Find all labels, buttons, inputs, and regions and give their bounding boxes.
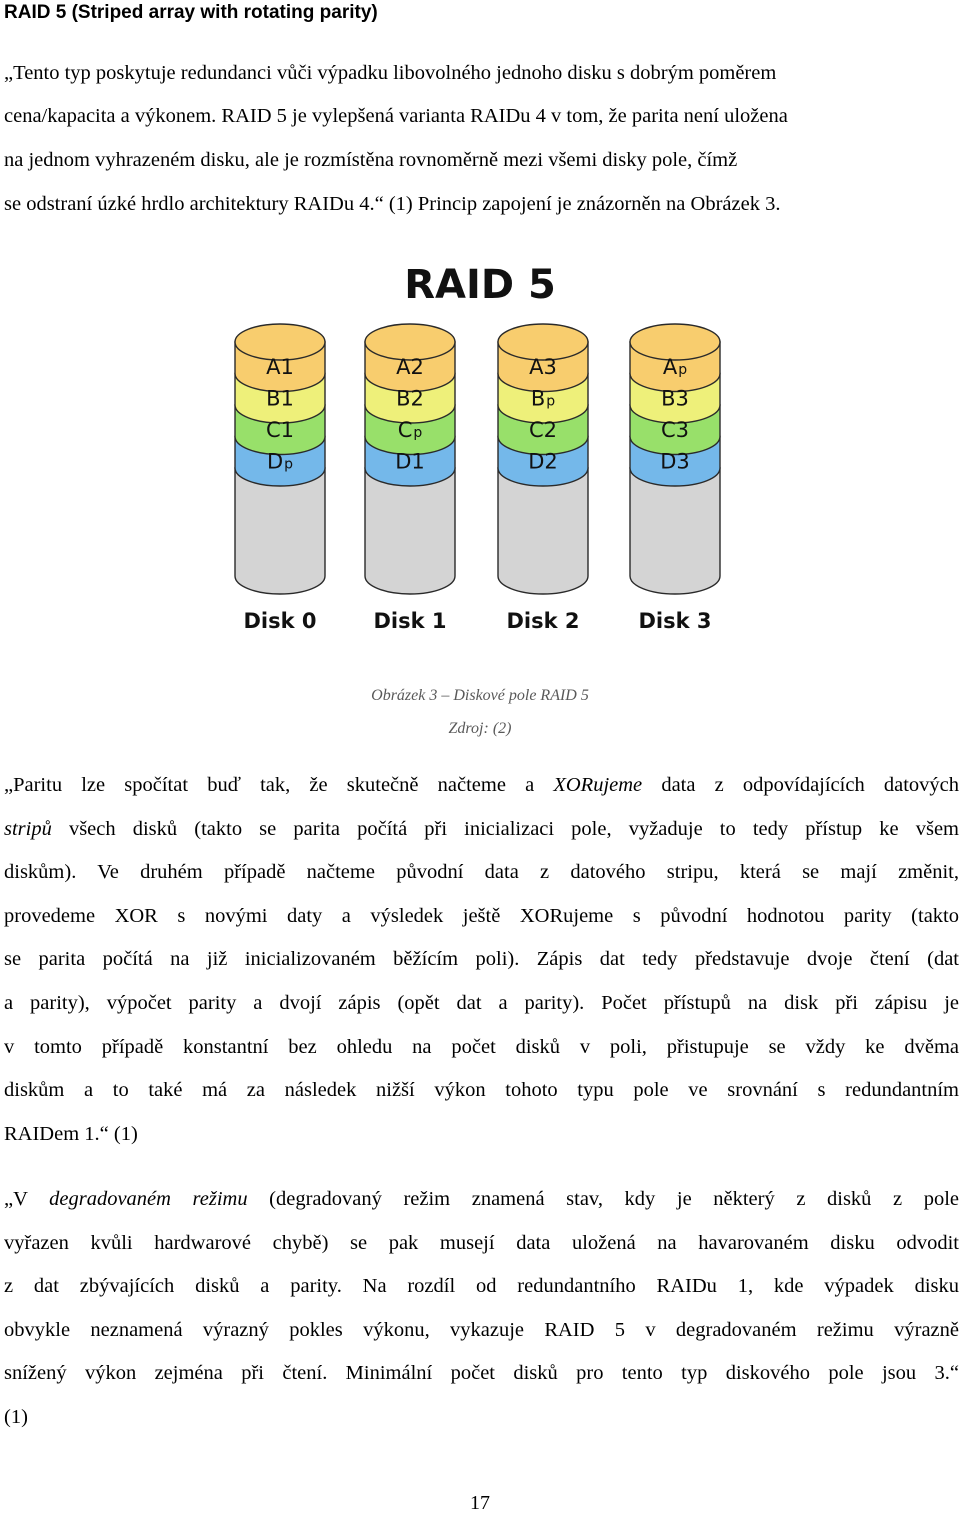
disk-0-block-3-sub: p (284, 456, 294, 473)
disk-1 (365, 324, 455, 633)
paragraph3-line-2-seg-0: z dat zbývajících disků a parity. Na rozdíl od redundantního RAIDu 1, kde výpadek disku (4, 1275, 959, 1298)
disk-0-block-2-main: C1 (265, 417, 295, 442)
disk-3-block-2-label (661, 418, 689, 442)
disk-2-block-2-label (529, 418, 557, 442)
paragraph1-line-1: cena/kapacita a výkonem. RAID 5 je vylepšená varianta RAIDu 4 v tom, že parita není uložena (4, 105, 788, 127)
disk-0-block-1-main: B1 (266, 386, 294, 411)
disk-1-body (365, 468, 455, 594)
paragraph3-line-5 (4, 1406, 28, 1429)
paragraph3-line-0-seg-2: (degradovaný režim znamená stav, kdy je některý z disků z pole (247, 1188, 959, 1210)
paragraph2-line-1-seg-0: stripů (4, 817, 52, 840)
paragraph2-line-7-seg-0: diskům a to také má za následek nižší výkon tohoto typu pole ve srovnání s redundantním (4, 1079, 959, 1102)
disk-2 (498, 324, 588, 633)
disk-2-block-3-main: D2 (528, 449, 558, 474)
paragraph2-line-6 (4, 1036, 959, 1059)
paragraph2-line-0-seg-2: data z odpovídajících datových (642, 774, 959, 796)
disk-1-label: Disk 1 (373, 609, 447, 633)
paragraph2-line-7 (4, 1079, 959, 1102)
disk-3-label: Disk 3 (638, 609, 712, 633)
paragraph2-line-1 (4, 818, 959, 841)
disk-2-block-3-label (528, 449, 558, 473)
disk-1-block-3-label (395, 449, 425, 473)
paragraph2-line-8-seg-0: RAIDem 1.“ (1) (4, 1122, 138, 1145)
paragraph3-line-2 (4, 1275, 959, 1298)
paragraph2-line-0 (4, 774, 959, 797)
disk-1-block-0-label (396, 355, 424, 379)
paragraph2-line-4 (4, 948, 959, 971)
disk-3 (630, 324, 720, 633)
disk-1-block-2-sub: p (413, 424, 423, 441)
paragraph1-line-2: na jednom vyhrazeném disku, ale je rozmístěna rovnoměrně mezi všemi disky pole, čímž (4, 149, 738, 171)
disk-2-block-0-main: A3 (529, 354, 557, 379)
figure-caption: Obrázek 3 – Diskové pole RAID 5 (371, 687, 589, 704)
paragraph3-line-5-seg-0: (1) (4, 1406, 28, 1428)
disk-3-body (630, 468, 720, 594)
disk-1-block-3-main: D1 (395, 449, 425, 474)
paragraph2-line-2 (4, 861, 959, 884)
disk-0-body (235, 468, 325, 594)
paragraph2-line-8 (4, 1123, 138, 1146)
paragraph3-line-0 (4, 1188, 959, 1211)
disk-3-block-1-label (661, 386, 689, 410)
paragraph2-line-6-seg-0: v tomto případě konstantní bez ohledu na počet disků v poli, přistupuje se vždy ke dvěma (4, 1035, 959, 1058)
paragraph2-line-3-seg-0: provedeme XOR s novými daty a výsledek ještě XORujeme s původní hodnotou parity (takto (4, 904, 959, 927)
paragraph1-line-0: „Tento typ poskytuje redundanci vůči výpadku libovolného jednoho disku s dobrým poměrem (4, 62, 777, 84)
figure-title: RAID 5 (404, 262, 556, 308)
paragraph3-line-4-seg-0: snížený výkon zejména při čtení. Minimální počet disků pro tento typ diskového pole jsou 3.“ (4, 1362, 959, 1385)
disk-0-block-3-main: D (266, 449, 284, 474)
disk-3-block-0-main: A (662, 354, 678, 379)
paragraph2-line-0-seg-0: „Paritu lze spočítat buď tak, že skutečně načteme a (4, 774, 554, 796)
disk-1-block-2-main: C (397, 417, 413, 442)
raid5-figure (0, 250, 960, 650)
paragraph2-line-4-seg-0: se parita počítá na již inicializovaném běžícím poli). Zápis dat tedy představuje dvoje čtení (dat (4, 948, 959, 971)
paragraph3-line-3-seg-0: obvykle neznamená výrazný pokles výkonu, vykazuje RAID 5 v degradovaném režimu výrazně (4, 1318, 959, 1341)
paragraph1-line-3: se odstraní úzké hrdlo architektury RAIDu 4.“ (1) Princip zapojení je znázorněn na Obrázek 3. (4, 193, 781, 215)
paragraph3-line-4 (4, 1362, 959, 1385)
disk-3-block-0-sub: p (678, 361, 688, 378)
paragraph2-line-5 (4, 992, 959, 1015)
section-heading: RAID 5 (Striped array with rotating parity) (4, 2, 378, 23)
disk-2-block-2-main: C2 (528, 417, 558, 442)
paragraph3-line-3 (4, 1319, 959, 1342)
disk-3-block-3-label (660, 449, 690, 473)
paragraph2-line-5-seg-0: a parity), výpočet parity a dvojí zápis (opět dat a parity). Počet přístupů na disk při zápisu je (4, 992, 959, 1014)
disk-3-block-1-main: B3 (661, 386, 689, 411)
paragraph2-line-1-seg-1: všech disků (takto se parita počítá při inicializaci pole, vyžaduje to tedy přístup ke všem (51, 817, 959, 840)
disk-1-block-0-main: A2 (396, 354, 424, 379)
disk-1-block-1-label (396, 386, 424, 410)
disk-0-block-2-label (266, 418, 294, 442)
page-number: 17 (470, 1492, 490, 1514)
figure-source: Zdroj: (2) (448, 720, 512, 737)
disk-2-label: Disk 2 (506, 609, 580, 633)
paragraph3-line-0-seg-1: degradovaném režimu (49, 1188, 248, 1210)
paragraph2-line-3 (4, 905, 959, 928)
disk-2-block-0-label (529, 355, 557, 379)
paragraph2-line-0-seg-1: XORujeme (553, 774, 643, 796)
paragraph2-line-2-seg-0: diskům). Ve druhém případě načteme původní data z datového stripu, která se mají změnit, (4, 861, 959, 884)
disk-0 (235, 324, 325, 633)
paragraph3-line-0-seg-0: „V (4, 1188, 50, 1210)
disk-0-block-0-label (266, 355, 294, 379)
paragraph3-line-1 (4, 1232, 959, 1255)
disk-2-block-1-main: B (530, 386, 546, 411)
disk-0-block-0-main: A1 (266, 354, 294, 379)
disk-1-block-1-main: B2 (396, 386, 424, 411)
disk-2-body (498, 468, 588, 594)
paragraph3-line-1-seg-0: vyřazen kvůli hardwarové chybě) se pak musejí data uložená na havarovaném disku odvodit (4, 1231, 959, 1254)
disk-0-block-1-label (266, 386, 294, 410)
disk-3-block-3-main: D3 (660, 449, 690, 474)
disk-0-label: Disk 0 (243, 609, 317, 633)
disk-3-block-2-main: C3 (660, 417, 690, 442)
disk-2-block-1-sub: p (546, 393, 556, 410)
disk-array (235, 324, 720, 633)
